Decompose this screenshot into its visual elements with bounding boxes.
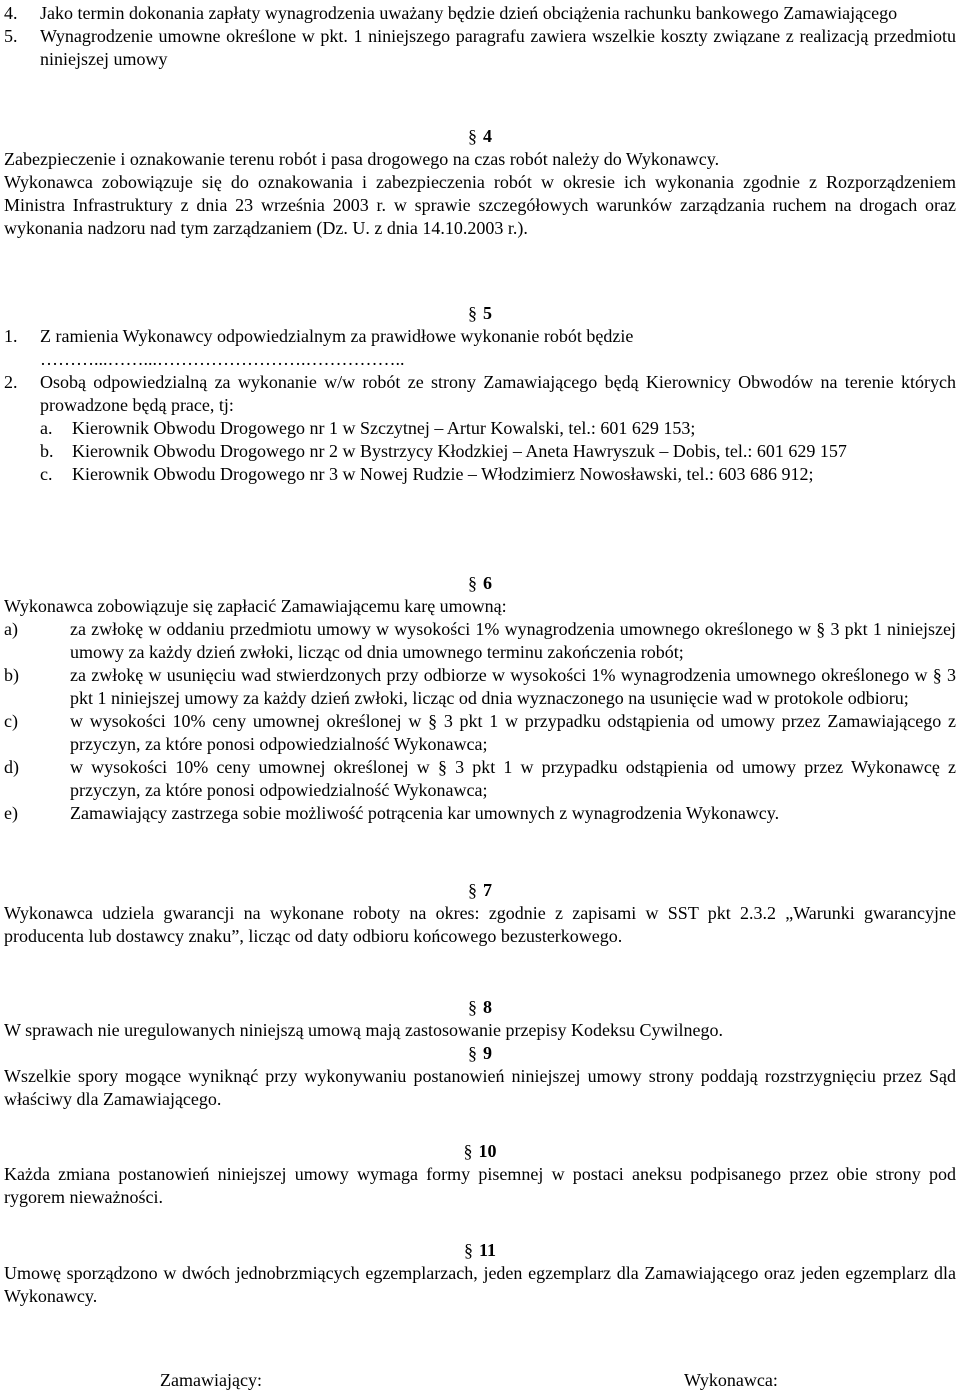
paragraph-symbol: § (468, 573, 477, 593)
section-10 (4, 1140, 956, 1209)
item-text: Wynagrodzenie umowne określone w pkt. 1 niniejszego paragrafu zawiera wszelkie koszty związane z realizacją przedmiotu niniejszej umowy (40, 26, 956, 69)
paragraph-symbol: § (468, 126, 477, 146)
section-heading (4, 1042, 956, 1065)
section-11 (4, 1239, 956, 1308)
section-8 (4, 996, 956, 1042)
item-text: w wysokości 10% ceny umownej określonej w § 3 pkt 1 w przypadku odstąpienia od umowy przez Zamawiającego z przyczyn, za które ponosi odpowiedzialność Wykonawca; (70, 711, 956, 754)
paragraph-symbol: § (468, 997, 477, 1017)
sub-item (4, 440, 956, 463)
item-marker: e) (4, 803, 18, 823)
list-item (4, 25, 956, 71)
section-4 (4, 125, 956, 240)
item-marker: c) (4, 711, 18, 731)
item-number: 4. (4, 3, 18, 23)
paragraph-symbol: § (463, 1240, 473, 1260)
section-number: 8 (483, 997, 492, 1017)
item-text: Zamawiający zastrzega sobie możliwość potrącenia kar umownych z wynagrodzenia Wykonawcy. (70, 803, 780, 823)
signature-zamawiajacy: Zamawiający: (160, 1370, 262, 1390)
item-number: 5. (4, 26, 18, 46)
paragraph-symbol: § (463, 1141, 473, 1161)
sub-text: Kierownik Obwodu Drogowego nr 1 w Szczytnej – Artur Kowalski, tel.: 601 629 153; (72, 418, 696, 438)
list-item (4, 710, 956, 756)
blank-dots: ………...……...…………………….…………….. (40, 349, 405, 369)
item-text: Osobą odpowiedzialną za wykonanie w/w robót ze strony Zamawiającego będą Kierownicy Obwodów na terenie których prowadzone będą prace, tj: (40, 372, 956, 415)
section-heading (4, 302, 956, 325)
section-6 (4, 572, 956, 825)
section-heading (4, 1239, 956, 1262)
signature-wykonawca: Wykonawca: (684, 1370, 778, 1390)
section-5 (4, 302, 956, 486)
paragraph-symbol: § (468, 880, 477, 900)
section-number: 6 (483, 573, 492, 593)
list-item (4, 756, 956, 802)
section-text: W sprawach nie uregulowanych niniejszą umową mają zastosowanie przepisy Kodeksu Cywilnego. (4, 1020, 723, 1040)
list-item (4, 664, 956, 710)
section-7 (4, 879, 956, 948)
section-number: 11 (478, 1240, 496, 1260)
section-heading (4, 996, 956, 1019)
list-item (4, 2, 956, 25)
section-text: Wykonawca zobowiązuje się zapłacić Zamawiającemu karę umowną: (4, 596, 507, 616)
item-text: za zwłokę w oddaniu przedmiotu umowy w wysokości 1% wynagrodzenia umownego określonego w § 3 pkt 1 niniejszej umowy za każdy dzień zwłoki, licząc od dnia umownego terminu zakończenia robót; (70, 619, 956, 662)
sub-marker: c. (40, 464, 53, 484)
item-text: w wysokości 10% ceny umownej określonej w § 3 pkt 1 w przypadku odstąpienia od umowy przez Wykonawcę z przyczyn, za które ponosi odpowiedzialność Wykonawca; (70, 757, 956, 800)
section-text: Umowę sporządzono w dwóch jednobrzmiących egzemplarzach, jeden egzemplarz dla Zamawiającego oraz jeden egzemplarz dla Wykonawcy. (4, 1263, 956, 1306)
list-item (4, 325, 956, 371)
item-text: za zwłokę w usunięciu wad stwierdzonych przy odbiorze w wysokości 1% wynagrodzenia umownego określonego w § 3 pkt 1 niniejszej umowy za każdy dzień zwłoki, licząc od dnia wyznaczonego na usunięcie wad w protokole odbioru; (70, 665, 956, 708)
sub-item (4, 463, 956, 486)
list-item (4, 802, 956, 825)
list-item (4, 371, 956, 417)
section-number: 9 (483, 1043, 492, 1063)
item-marker: a) (4, 619, 18, 639)
item-text: Z ramienia Wykonawcy odpowiedzialnym za prawidłowe wykonanie robót będzie (40, 326, 634, 346)
section-text: Zabezpieczenie i oznakowanie terenu robót i pasa drogowego na czas robót należy do Wykonawcy. (4, 149, 720, 169)
section-heading (4, 1140, 956, 1163)
item-text: Jako termin dokonania zapłaty wynagrodzenia uważany będzie dzień obciążenia rachunku bankowego Zamawiającego (40, 3, 898, 23)
section-text: Wykonawca udziela gwarancji na wykonane roboty na okres: zgodnie z zapisami w SST pkt 2.3.2 „Warunki gwarancyjne producenta lub dostawcy znaku”, licząc od daty odbioru końcowego bezusterkowego. (4, 903, 956, 946)
section-text: Każda zmiana postanowień niniejszej umowy wymaga formy pisemnej w postaci aneksu podpisanego przez obie strony pod rygorem nieważności. (4, 1164, 956, 1207)
item-number: 1. (4, 326, 18, 346)
sub-item (4, 417, 956, 440)
section-number: 5 (483, 303, 492, 323)
section-text: Wykonawca zobowiązuje się do oznakowania i zabezpieczenia robót w okresie ich wykonania zgodnie z Rozporządzeniem Ministra Infrastruktury z dnia 23 września 2003 r. w sprawie szczegółowych warunków zarządzania ruchem na drogach oraz wykonania nadzoru nad tym zarządzaniem (Dz. U. z dnia 14.10.2003 r.). (4, 172, 956, 238)
paragraph-symbol: § (468, 303, 477, 323)
top-list (4, 2, 956, 71)
section-text: Wszelkie spory mogące wyniknąć przy wykonywaniu postanowień niniejszej umowy strony poddają rozstrzygnięciu przez Sąd właściwy dla Zamawiającego. (4, 1066, 956, 1109)
sub-text: Kierownik Obwodu Drogowego nr 2 w Bystrzycy Kłodzkiej – Aneta Hawryszuk – Dobis, tel.: 601 629 157 (72, 441, 847, 461)
section-number: 7 (483, 880, 492, 900)
section-9 (4, 1042, 956, 1111)
paragraph-symbol: § (468, 1043, 477, 1063)
section-heading (4, 879, 956, 902)
section-number: 10 (478, 1141, 497, 1161)
section-heading (4, 572, 956, 595)
sub-marker: b. (40, 441, 54, 461)
item-marker: b) (4, 665, 19, 685)
section-heading (4, 125, 956, 148)
item-marker: d) (4, 757, 19, 777)
sub-text: Kierownik Obwodu Drogowego nr 3 w Nowej Rudzie – Włodzimierz Nowosławski, tel.: 603 686 912; (72, 464, 814, 484)
sub-marker: a. (40, 418, 53, 438)
list-item (4, 618, 956, 664)
item-number: 2. (4, 372, 18, 392)
section-number: 4 (483, 126, 492, 146)
